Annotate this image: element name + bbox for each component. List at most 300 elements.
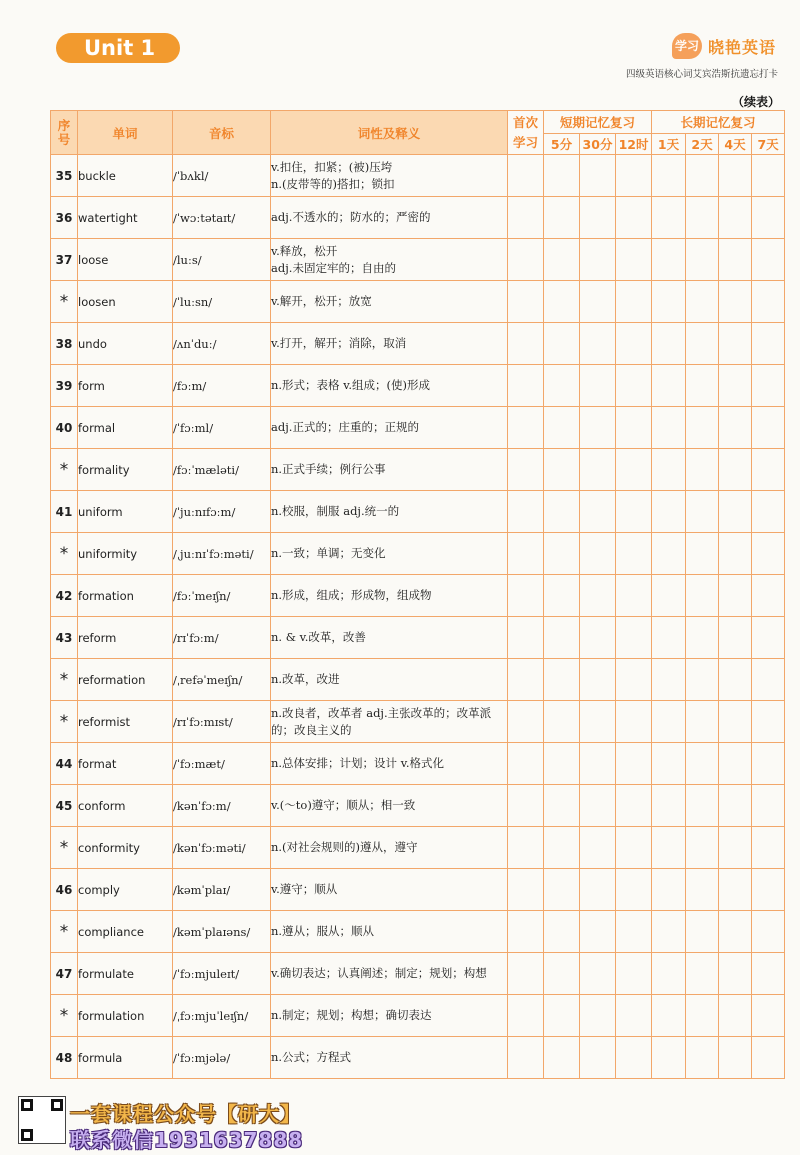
- table-row: [51, 701, 785, 743]
- review-checkbox-cell[interactable]: [686, 785, 719, 827]
- review-checkbox-cell[interactable]: [719, 575, 752, 617]
- table-row: [51, 197, 785, 239]
- review-checkbox-cell[interactable]: [686, 869, 719, 911]
- table-row: [51, 533, 785, 575]
- review-checkbox-cell[interactable]: [580, 911, 616, 953]
- review-checkbox-cell[interactable]: [752, 155, 785, 197]
- row-number: 45: [51, 785, 78, 827]
- table-row: [51, 281, 785, 323]
- review-checkbox-cell[interactable]: [686, 953, 719, 995]
- header-2day: 2天: [686, 134, 719, 155]
- review-checkbox-cell[interactable]: [686, 911, 719, 953]
- review-checkbox-cell[interactable]: [616, 1037, 652, 1079]
- row-number: *: [51, 701, 78, 743]
- review-checkbox-cell[interactable]: [508, 953, 544, 995]
- header-12h: 12时: [616, 134, 652, 155]
- review-checkbox-cell[interactable]: [719, 365, 752, 407]
- review-checkbox-cell[interactable]: [616, 785, 652, 827]
- review-checkbox-cell[interactable]: [652, 155, 686, 197]
- row-word: undo: [78, 323, 173, 365]
- review-checkbox-cell[interactable]: [652, 365, 686, 407]
- review-checkbox-cell[interactable]: [580, 197, 616, 239]
- table-row: [51, 323, 785, 365]
- review-checkbox-cell[interactable]: [544, 743, 580, 785]
- review-checkbox-cell[interactable]: [508, 155, 544, 197]
- review-checkbox-cell[interactable]: [686, 617, 719, 659]
- row-phonetic: /ˈfɔːmjuleɪt/: [173, 953, 271, 995]
- review-checkbox-cell[interactable]: [652, 407, 686, 449]
- row-word: conformity: [78, 827, 173, 869]
- row-phonetic: /ʌnˈduː/: [173, 323, 271, 365]
- review-checkbox-cell[interactable]: [686, 365, 719, 407]
- review-checkbox-cell[interactable]: [580, 869, 616, 911]
- review-checkbox-cell[interactable]: [580, 743, 616, 785]
- review-checkbox-cell[interactable]: [616, 449, 652, 491]
- review-checkbox-cell[interactable]: [544, 617, 580, 659]
- qr-code-icon: [18, 1096, 66, 1144]
- row-phonetic: /rɪˈfɔːmɪst/: [173, 701, 271, 743]
- row-phonetic: /ˌjuːnɪˈfɔːməti/: [173, 533, 271, 575]
- row-number: 39: [51, 365, 78, 407]
- review-checkbox-cell[interactable]: [508, 575, 544, 617]
- review-checkbox-cell[interactable]: [544, 281, 580, 323]
- row-definition: n.总体安排；计划；设计 v.格式化: [271, 743, 508, 785]
- row-word: loosen: [78, 281, 173, 323]
- review-checkbox-cell[interactable]: [616, 533, 652, 575]
- review-checkbox-cell[interactable]: [616, 827, 652, 869]
- review-checkbox-cell[interactable]: [719, 911, 752, 953]
- review-checkbox-cell[interactable]: [686, 575, 719, 617]
- review-checkbox-cell[interactable]: [580, 1037, 616, 1079]
- review-checkbox-cell[interactable]: [719, 491, 752, 533]
- row-definition: v.解开，松开；放宽: [271, 281, 508, 323]
- row-definition: adj.不透水的；防水的；严密的: [271, 197, 508, 239]
- review-checkbox-cell[interactable]: [616, 365, 652, 407]
- review-checkbox-cell[interactable]: [719, 197, 752, 239]
- table-row: [51, 785, 785, 827]
- row-word: reformation: [78, 659, 173, 701]
- review-checkbox-cell[interactable]: [652, 911, 686, 953]
- row-number: 40: [51, 407, 78, 449]
- review-checkbox-cell[interactable]: [752, 575, 785, 617]
- review-checkbox-cell[interactable]: [580, 449, 616, 491]
- review-checkbox-cell[interactable]: [544, 995, 580, 1037]
- review-checkbox-cell[interactable]: [580, 701, 616, 743]
- review-checkbox-cell[interactable]: [580, 785, 616, 827]
- review-checkbox-cell[interactable]: [686, 407, 719, 449]
- table-row: [51, 869, 785, 911]
- row-phonetic: /kəmˈplaɪ/: [173, 869, 271, 911]
- review-checkbox-cell[interactable]: [686, 197, 719, 239]
- review-checkbox-cell[interactable]: [544, 491, 580, 533]
- review-checkbox-cell[interactable]: [580, 575, 616, 617]
- header-7day: 7天: [752, 134, 785, 155]
- header-long-term: 长期记忆复习: [652, 111, 785, 134]
- header-phonetic: 音标: [173, 111, 271, 155]
- row-definition: n.制定；规划；构想；确切表达: [271, 995, 508, 1037]
- review-checkbox-cell[interactable]: [508, 449, 544, 491]
- review-checkbox-cell[interactable]: [580, 281, 616, 323]
- row-word: formulation: [78, 995, 173, 1037]
- table-row: [51, 239, 785, 281]
- row-word: form: [78, 365, 173, 407]
- review-checkbox-cell[interactable]: [752, 239, 785, 281]
- review-checkbox-cell[interactable]: [580, 155, 616, 197]
- table-row: [51, 155, 785, 197]
- review-checkbox-cell[interactable]: [616, 701, 652, 743]
- row-word: buckle: [78, 155, 173, 197]
- row-phonetic: /ˈfɔːmjələ/: [173, 1037, 271, 1079]
- row-phonetic: /ˌfɔːmjuˈleɪʃn/: [173, 995, 271, 1037]
- review-checkbox-cell[interactable]: [508, 827, 544, 869]
- review-checkbox-cell[interactable]: [652, 953, 686, 995]
- review-checkbox-cell[interactable]: [580, 953, 616, 995]
- review-checkbox-cell[interactable]: [719, 239, 752, 281]
- row-number: 48: [51, 1037, 78, 1079]
- watermark-line-2: 联系微信1931637888: [70, 1128, 304, 1152]
- row-number: 38: [51, 323, 78, 365]
- review-checkbox-cell[interactable]: [719, 827, 752, 869]
- row-word: reform: [78, 617, 173, 659]
- header-index: [51, 111, 78, 155]
- review-checkbox-cell[interactable]: [616, 197, 652, 239]
- review-checkbox-cell[interactable]: [616, 911, 652, 953]
- row-word: comply: [78, 869, 173, 911]
- review-checkbox-cell[interactable]: [616, 281, 652, 323]
- review-checkbox-cell[interactable]: [652, 197, 686, 239]
- header-1day: 1天: [652, 134, 686, 155]
- review-checkbox-cell[interactable]: [508, 197, 544, 239]
- review-checkbox-cell[interactable]: [652, 617, 686, 659]
- review-checkbox-cell[interactable]: [580, 617, 616, 659]
- row-phonetic: /fɔːˈmæləti/: [173, 449, 271, 491]
- row-definition: n.遵从；服从；顺从: [271, 911, 508, 953]
- row-word: uniform: [78, 491, 173, 533]
- review-checkbox-cell[interactable]: [686, 659, 719, 701]
- review-checkbox-cell[interactable]: [616, 869, 652, 911]
- review-checkbox-cell[interactable]: [752, 323, 785, 365]
- review-checkbox-cell[interactable]: [752, 953, 785, 995]
- review-checkbox-cell[interactable]: [580, 659, 616, 701]
- review-checkbox-cell[interactable]: [752, 365, 785, 407]
- review-checkbox-cell[interactable]: [508, 701, 544, 743]
- review-checkbox-cell[interactable]: [719, 1037, 752, 1079]
- review-checkbox-cell[interactable]: [686, 239, 719, 281]
- row-number: 44: [51, 743, 78, 785]
- review-checkbox-cell[interactable]: [719, 533, 752, 575]
- review-checkbox-cell[interactable]: [544, 323, 580, 365]
- review-checkbox-cell[interactable]: [652, 323, 686, 365]
- row-number: 43: [51, 617, 78, 659]
- row-word: formality: [78, 449, 173, 491]
- review-checkbox-cell[interactable]: [616, 491, 652, 533]
- row-number: *: [51, 449, 78, 491]
- review-checkbox-cell[interactable]: [686, 449, 719, 491]
- row-phonetic: /ˈfɔːmæt/: [173, 743, 271, 785]
- unit-badge: Unit 1: [56, 33, 180, 63]
- row-phonetic: /kənˈfɔːm/: [173, 785, 271, 827]
- row-definition: v.确切表达；认真阐述；制定；规划；构想: [271, 953, 508, 995]
- review-checkbox-cell[interactable]: [508, 407, 544, 449]
- review-checkbox-cell[interactable]: [752, 995, 785, 1037]
- review-checkbox-cell[interactable]: [719, 449, 752, 491]
- review-checkbox-cell[interactable]: [686, 701, 719, 743]
- table-row: [51, 365, 785, 407]
- review-checkbox-cell[interactable]: [686, 281, 719, 323]
- logo-text: 晓艳英语: [708, 38, 777, 57]
- row-word: conform: [78, 785, 173, 827]
- review-checkbox-cell[interactable]: [686, 743, 719, 785]
- review-checkbox-cell[interactable]: [752, 197, 785, 239]
- table-row: [51, 827, 785, 869]
- table-row: [51, 953, 785, 995]
- row-phonetic: /ˈbʌkl/: [173, 155, 271, 197]
- table-row: [51, 449, 785, 491]
- row-definition: v.释放，松开 adj.未固定牢的；自由的: [271, 239, 508, 281]
- review-checkbox-cell[interactable]: [719, 953, 752, 995]
- row-definition: v.打开，解开；消除，取消: [271, 323, 508, 365]
- header-definition: 词性及释义: [271, 111, 508, 155]
- review-checkbox-cell[interactable]: [752, 701, 785, 743]
- row-number: *: [51, 659, 78, 701]
- review-checkbox-cell[interactable]: [652, 1037, 686, 1079]
- review-checkbox-cell[interactable]: [616, 659, 652, 701]
- review-checkbox-cell[interactable]: [580, 827, 616, 869]
- header-first-study-text: 首次学习: [512, 114, 538, 150]
- row-phonetic: /kəmˈplaɪəns/: [173, 911, 271, 953]
- header-short-term: 短期记忆复习: [544, 111, 652, 134]
- review-checkbox-cell[interactable]: [652, 659, 686, 701]
- row-phonetic: /ˈjuːnɪfɔːm/: [173, 491, 271, 533]
- row-word: watertight: [78, 197, 173, 239]
- review-checkbox-cell[interactable]: [652, 995, 686, 1037]
- review-checkbox-cell[interactable]: [719, 155, 752, 197]
- row-number: *: [51, 827, 78, 869]
- review-checkbox-cell[interactable]: [544, 869, 580, 911]
- review-checkbox-cell[interactable]: [544, 953, 580, 995]
- review-checkbox-cell[interactable]: [752, 659, 785, 701]
- review-checkbox-cell[interactable]: [508, 869, 544, 911]
- review-checkbox-cell[interactable]: [544, 785, 580, 827]
- review-checkbox-cell[interactable]: [580, 491, 616, 533]
- review-checkbox-cell[interactable]: [544, 827, 580, 869]
- watermark-line-1: 一套课程公众号【研大】: [70, 1102, 301, 1126]
- review-checkbox-cell[interactable]: [580, 323, 616, 365]
- row-definition: v.(～to)遵守；顺从；相一致: [271, 785, 508, 827]
- row-definition: n.(对社会规则的)遵从，遵守: [271, 827, 508, 869]
- row-word: uniformity: [78, 533, 173, 575]
- review-checkbox-cell[interactable]: [544, 911, 580, 953]
- review-checkbox-cell[interactable]: [719, 701, 752, 743]
- review-checkbox-cell[interactable]: [508, 995, 544, 1037]
- review-checkbox-cell[interactable]: [508, 491, 544, 533]
- table-row: [51, 407, 785, 449]
- review-checkbox-cell[interactable]: [508, 239, 544, 281]
- review-checkbox-cell[interactable]: [544, 449, 580, 491]
- row-word: reformist: [78, 701, 173, 743]
- review-checkbox-cell[interactable]: [719, 407, 752, 449]
- review-checkbox-cell[interactable]: [580, 995, 616, 1037]
- row-word: compliance: [78, 911, 173, 953]
- review-checkbox-cell[interactable]: [508, 785, 544, 827]
- review-checkbox-cell[interactable]: [544, 533, 580, 575]
- review-checkbox-cell[interactable]: [544, 659, 580, 701]
- review-checkbox-cell[interactable]: [652, 743, 686, 785]
- review-checkbox-cell[interactable]: [544, 155, 580, 197]
- review-checkbox-cell[interactable]: [752, 911, 785, 953]
- row-word: formulate: [78, 953, 173, 995]
- review-checkbox-cell[interactable]: [652, 491, 686, 533]
- review-checkbox-cell[interactable]: [686, 155, 719, 197]
- row-phonetic: /luːs/: [173, 239, 271, 281]
- review-checkbox-cell[interactable]: [616, 995, 652, 1037]
- review-checkbox-cell[interactable]: [719, 659, 752, 701]
- review-checkbox-cell[interactable]: [686, 323, 719, 365]
- review-checkbox-cell[interactable]: [652, 449, 686, 491]
- review-checkbox-cell[interactable]: [752, 491, 785, 533]
- brand-logo: [672, 33, 792, 63]
- review-checkbox-cell[interactable]: [719, 743, 752, 785]
- review-checkbox-cell[interactable]: [652, 869, 686, 911]
- review-checkbox-cell[interactable]: [652, 827, 686, 869]
- table-row: [51, 911, 785, 953]
- row-number: 41: [51, 491, 78, 533]
- row-definition: n.改革，改进: [271, 659, 508, 701]
- review-checkbox-cell[interactable]: [719, 323, 752, 365]
- header-4day: 4天: [719, 134, 752, 155]
- row-definition: adj.正式的；庄重的；正规的: [271, 407, 508, 449]
- review-checkbox-cell[interactable]: [508, 617, 544, 659]
- review-checkbox-cell[interactable]: [652, 701, 686, 743]
- review-checkbox-cell[interactable]: [652, 239, 686, 281]
- review-checkbox-cell[interactable]: [752, 743, 785, 785]
- review-checkbox-cell[interactable]: [652, 533, 686, 575]
- review-checkbox-cell[interactable]: [616, 155, 652, 197]
- review-checkbox-cell[interactable]: [752, 281, 785, 323]
- table-row: [51, 743, 785, 785]
- row-phonetic: /rɪˈfɔːm/: [173, 617, 271, 659]
- review-checkbox-cell[interactable]: [616, 743, 652, 785]
- table-row: [51, 617, 785, 659]
- review-checkbox-cell[interactable]: [508, 1037, 544, 1079]
- row-number: 35: [51, 155, 78, 197]
- table-row: [51, 575, 785, 617]
- table-row: [51, 995, 785, 1037]
- row-phonetic: /ˈwɔːtətaɪt/: [173, 197, 271, 239]
- row-number: 42: [51, 575, 78, 617]
- header-word: 单词: [78, 111, 173, 155]
- row-definition: n.改良者，改革者 adj.主张改革的；改革派的；改良主义的: [271, 701, 508, 743]
- review-checkbox-cell[interactable]: [580, 533, 616, 575]
- review-checkbox-cell[interactable]: [544, 575, 580, 617]
- review-checkbox-cell[interactable]: [652, 281, 686, 323]
- row-number: *: [51, 995, 78, 1037]
- review-checkbox-cell[interactable]: [580, 239, 616, 281]
- row-phonetic: /ˈfɔːml/: [173, 407, 271, 449]
- review-checkbox-cell[interactable]: [508, 743, 544, 785]
- row-word: formation: [78, 575, 173, 617]
- review-checkbox-cell[interactable]: [544, 197, 580, 239]
- review-checkbox-cell[interactable]: [544, 365, 580, 407]
- review-checkbox-cell[interactable]: [616, 239, 652, 281]
- row-definition: n. & v.改革，改善: [271, 617, 508, 659]
- header-5min: 5分: [544, 134, 580, 155]
- row-word: loose: [78, 239, 173, 281]
- review-checkbox-cell[interactable]: [719, 995, 752, 1037]
- review-checkbox-cell[interactable]: [652, 785, 686, 827]
- review-checkbox-cell[interactable]: [752, 869, 785, 911]
- review-checkbox-cell[interactable]: [580, 407, 616, 449]
- header-30min: 30分: [580, 134, 616, 155]
- review-checkbox-cell[interactable]: [616, 617, 652, 659]
- review-checkbox-cell[interactable]: [686, 533, 719, 575]
- row-number: 37: [51, 239, 78, 281]
- review-checkbox-cell[interactable]: [616, 575, 652, 617]
- review-checkbox-cell[interactable]: [544, 407, 580, 449]
- review-checkbox-cell[interactable]: [719, 785, 752, 827]
- review-checkbox-cell[interactable]: [508, 659, 544, 701]
- review-checkbox-cell[interactable]: [752, 407, 785, 449]
- review-checkbox-cell[interactable]: [752, 449, 785, 491]
- review-checkbox-cell[interactable]: [544, 701, 580, 743]
- review-checkbox-cell[interactable]: [752, 1037, 785, 1079]
- review-checkbox-cell[interactable]: [719, 869, 752, 911]
- review-checkbox-cell[interactable]: [752, 827, 785, 869]
- review-checkbox-cell[interactable]: [544, 239, 580, 281]
- row-number: 46: [51, 869, 78, 911]
- review-checkbox-cell[interactable]: [752, 533, 785, 575]
- row-phonetic: /fɔːm/: [173, 365, 271, 407]
- row-number: 47: [51, 953, 78, 995]
- review-checkbox-cell[interactable]: [719, 617, 752, 659]
- review-checkbox-cell[interactable]: [508, 281, 544, 323]
- review-checkbox-cell[interactable]: [508, 323, 544, 365]
- review-checkbox-cell[interactable]: [616, 953, 652, 995]
- review-checkbox-cell[interactable]: [686, 827, 719, 869]
- row-phonetic: /ˌrefəˈmeɪʃn/: [173, 659, 271, 701]
- review-checkbox-cell[interactable]: [616, 323, 652, 365]
- review-checkbox-cell[interactable]: [752, 617, 785, 659]
- logo-icon: 学习: [672, 33, 702, 59]
- review-checkbox-cell[interactable]: [580, 365, 616, 407]
- header-first-study: [508, 111, 544, 155]
- row-definition: v.遵守；顺从: [271, 869, 508, 911]
- row-definition: n.形式；表格 v.组成；(使)形成: [271, 365, 508, 407]
- row-number: 36: [51, 197, 78, 239]
- review-checkbox-cell[interactable]: [508, 365, 544, 407]
- review-checkbox-cell[interactable]: [719, 281, 752, 323]
- review-checkbox-cell[interactable]: [652, 575, 686, 617]
- review-checkbox-cell[interactable]: [616, 407, 652, 449]
- row-definition: n.形成，组成；形成物，组成物: [271, 575, 508, 617]
- review-checkbox-cell[interactable]: [686, 1037, 719, 1079]
- review-checkbox-cell[interactable]: [508, 533, 544, 575]
- row-definition: v.扣住，扣紧；(被)压垮 n.(皮带等的)搭扣；锁扣: [271, 155, 508, 197]
- row-phonetic: /kənˈfɔːməti/: [173, 827, 271, 869]
- review-checkbox-cell[interactable]: [686, 995, 719, 1037]
- review-checkbox-cell[interactable]: [752, 785, 785, 827]
- table-row: [51, 659, 785, 701]
- row-definition: n.正式手续；例行公事: [271, 449, 508, 491]
- row-definition: n.一致；单调；无变化: [271, 533, 508, 575]
- row-number: *: [51, 911, 78, 953]
- row-phonetic: /fɔːˈmeɪʃn/: [173, 575, 271, 617]
- review-checkbox-cell[interactable]: [508, 911, 544, 953]
- row-word: formula: [78, 1037, 173, 1079]
- continued-label: （续表）: [731, 95, 780, 109]
- review-checkbox-cell[interactable]: [544, 1037, 580, 1079]
- review-checkbox-cell[interactable]: [686, 491, 719, 533]
